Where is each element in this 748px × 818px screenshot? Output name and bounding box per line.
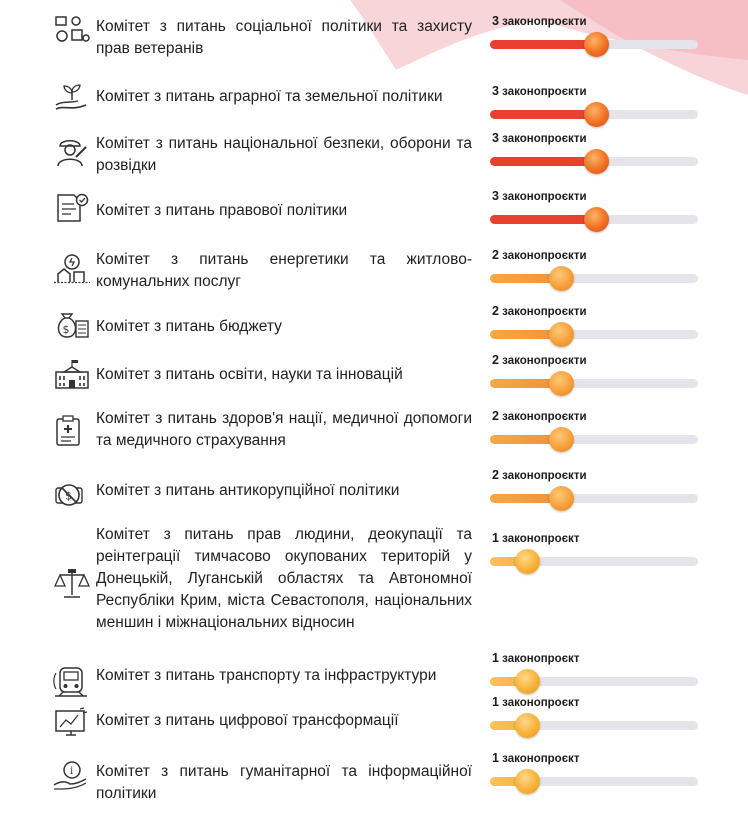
legal-document-icon — [52, 192, 92, 224]
value-label — [492, 304, 587, 318]
no-bribe-icon — [52, 478, 92, 510]
bar-knob — [515, 713, 540, 738]
value-number: 1 — [492, 651, 499, 665]
digital-monitor-icon — [52, 707, 92, 739]
value-unit: законопроєкти — [502, 191, 587, 203]
category-label: Комітет з питань бюджету — [96, 318, 282, 335]
bar-track — [490, 721, 698, 730]
train-icon — [52, 665, 92, 697]
bar-track — [490, 157, 698, 166]
bar-knob — [549, 371, 574, 396]
value-number: 2 — [492, 409, 499, 423]
value-number: 1 — [492, 695, 499, 709]
category-label: Комітет з питань прав людини, деокупації та реінтеграції тимчасово окупованих територій у Донецькій, Луганській областях та Автономної Республіки Крим, міста Севастополя, національних меншин і міжнаціональних відносин — [96, 526, 472, 631]
bar-track — [490, 274, 698, 283]
value-unit: законопроєкт — [502, 653, 580, 665]
value-unit: законопроєкти — [502, 306, 587, 318]
value-number: 2 — [492, 353, 499, 367]
value-number: 1 — [492, 751, 499, 765]
bar-knob — [515, 549, 540, 574]
value-label — [492, 531, 579, 545]
money-bag-icon — [52, 307, 92, 339]
bar-knob — [515, 769, 540, 794]
category-label: Комітет з питань правової політики — [96, 202, 348, 219]
bar — [490, 215, 598, 224]
hand-sprout-icon — [52, 83, 92, 115]
bar — [490, 157, 598, 166]
bar-knob — [549, 322, 574, 347]
bar — [490, 110, 598, 119]
value-number: 3 — [492, 131, 499, 145]
school-building-icon — [52, 358, 92, 390]
svg-text:$: $ — [62, 323, 70, 336]
energy-house-icon — [52, 252, 92, 284]
value-label — [492, 751, 579, 765]
veterans-social-icon — [52, 14, 92, 46]
category-label: Комітет з питань цифрової трансформації — [96, 712, 399, 729]
bar-track — [490, 777, 698, 786]
value-number: 3 — [492, 14, 499, 28]
value-unit: законопроєкт — [502, 697, 580, 709]
category-label: Комітет з питань енергетики та житлово-комунальних послуг — [96, 251, 472, 290]
value-number: 2 — [492, 468, 499, 482]
category-label: Комітет з питань транспорту та інфраструктури — [96, 667, 437, 684]
value-unit: законопроєкти — [502, 355, 587, 367]
bar-knob — [584, 207, 609, 232]
info-hand-icon — [52, 759, 92, 791]
value-unit: законопроєкт — [502, 533, 580, 545]
value-label — [492, 248, 587, 262]
bar-knob — [584, 149, 609, 174]
svg-text:i: i — [70, 766, 74, 777]
bar-knob — [549, 266, 574, 291]
bar-track — [490, 435, 698, 444]
value-label — [492, 695, 579, 709]
medical-clipboard-icon — [52, 414, 92, 446]
bar-track — [490, 557, 698, 566]
bar-knob — [549, 486, 574, 511]
justice-scales-icon — [52, 567, 92, 599]
value-unit: законопроєкти — [502, 133, 587, 145]
category-label: Комітет з питань здоров'я нації, медичної допомоги та медичного страхування — [96, 410, 472, 449]
value-unit: законопроєкти — [502, 86, 587, 98]
category-label: Комітет з питань гуманітарної та інформаційної політики — [96, 763, 472, 802]
value-label — [492, 651, 579, 665]
value-number: 1 — [492, 531, 499, 545]
soldier-icon — [52, 135, 92, 167]
bar-knob — [584, 102, 609, 127]
value-label — [492, 189, 587, 203]
bar-track — [490, 379, 698, 388]
category-label: Комітет з питань освіти, науки та інновацій — [96, 366, 403, 383]
category-label: Комітет з питань соціальної політики та захисту прав ветеранів — [96, 18, 472, 57]
value-number: 3 — [492, 189, 499, 203]
value-number: 2 — [492, 304, 499, 318]
bar-track — [490, 677, 698, 686]
value-label — [492, 353, 587, 367]
category-label: Комітет з питань аграрної та земельної політики — [96, 88, 443, 105]
value-unit: законопроєкти — [502, 16, 587, 28]
bar-track — [490, 110, 698, 119]
value-label — [492, 468, 587, 482]
bar-track — [490, 40, 698, 49]
category-label: Комітет з питань антикорупційної політики — [96, 482, 400, 499]
svg-text:$: $ — [65, 489, 72, 503]
value-unit: законопроєкти — [502, 470, 587, 482]
value-label — [492, 84, 587, 98]
bar-track — [490, 215, 698, 224]
bar-knob — [515, 669, 540, 694]
bar-track — [490, 330, 698, 339]
value-number: 3 — [492, 84, 499, 98]
bar-knob — [549, 427, 574, 452]
bar-knob — [584, 32, 609, 57]
bar — [490, 40, 598, 49]
value-label — [492, 131, 587, 145]
value-number: 2 — [492, 248, 499, 262]
value-unit: законопроєкти — [502, 411, 587, 423]
value-label — [492, 14, 587, 28]
value-unit: законопроєкти — [502, 250, 587, 262]
bar-track — [490, 494, 698, 503]
category-label: Комітет з питань національної безпеки, оборони та розвідки — [96, 135, 472, 174]
value-unit: законопроєкт — [502, 753, 580, 765]
value-label — [492, 409, 587, 423]
